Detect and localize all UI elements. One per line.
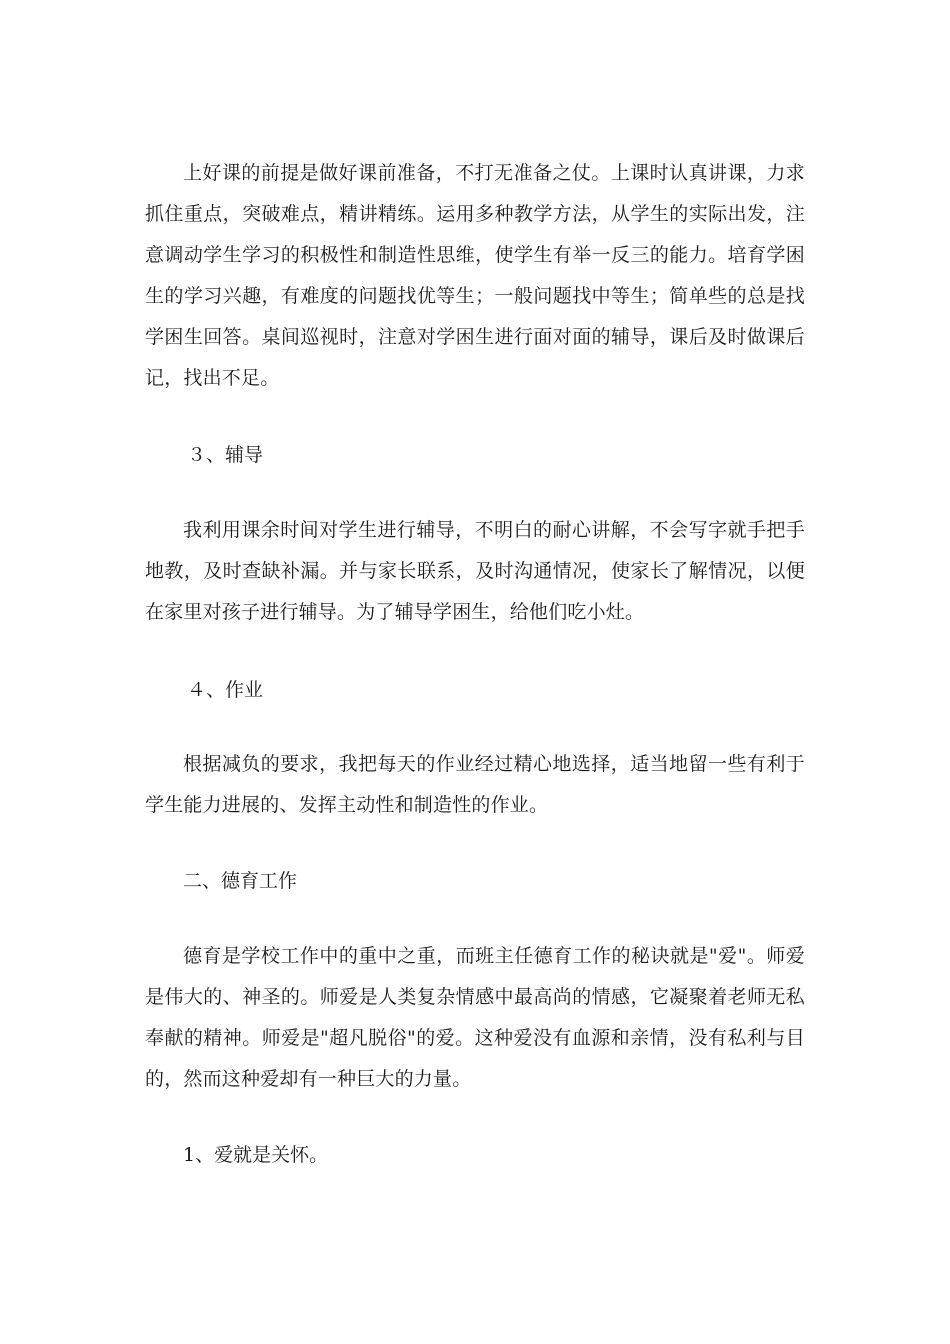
- paragraph-lesson-preparation: 上好课的前提是做好课前准备，不打无准备之仗。上课时认真讲课，力求抓住重点，突破难点，精讲精练。运用多种教学方法，从学生的实际出发，注意调动学生学习的积极性和制造性思维，使学生有举一反三的能力。培育学困生的学习兴趣，有难度的问题找优等生；一般问题找中等生；简单些的总是找学困生回答。桌间巡视时，注意对学困生进行面对面的辅导，课后及时做课后记，找出不足。: [145, 162, 805, 389]
- paragraph-tutoring: 我利用课余时间对学生进行辅导，不明白的耐心讲解，不会写字就手把手地教，及时查缺补漏。并与家长联系，及时沟通情况，使家长了解情况，以便在家里对孩子进行辅导。为了辅导学困生，给他们吃小灶。: [145, 519, 805, 623]
- heading-love-is-care: 1、爱就是关怀。: [183, 1144, 329, 1166]
- heading-moral-education: 二、德育工作: [183, 870, 298, 892]
- paragraph-homework: 根据减负的要求，我把每天的作业经过精心地选择，适当地留一些有利于学生能力进展的、发挥主动性和制造性的作业。: [145, 753, 805, 816]
- heading-homework: ４、作业: [187, 679, 264, 701]
- heading-tutoring: ３、辅导: [187, 444, 264, 466]
- paragraph-moral-education: 德育是学校工作中的重中之重，而班主任德育工作的秘诀就是"爱"。师爱是伟大的、神圣的。师爱是人类复杂情感中最高尚的情感，它凝聚着老师无私奉献的精神。师爱是"超凡脱俗"的爱。这种爱没有血源和亲情，没有私利与目的，然而这种爱却有一种巨大的力量。: [145, 945, 805, 1090]
